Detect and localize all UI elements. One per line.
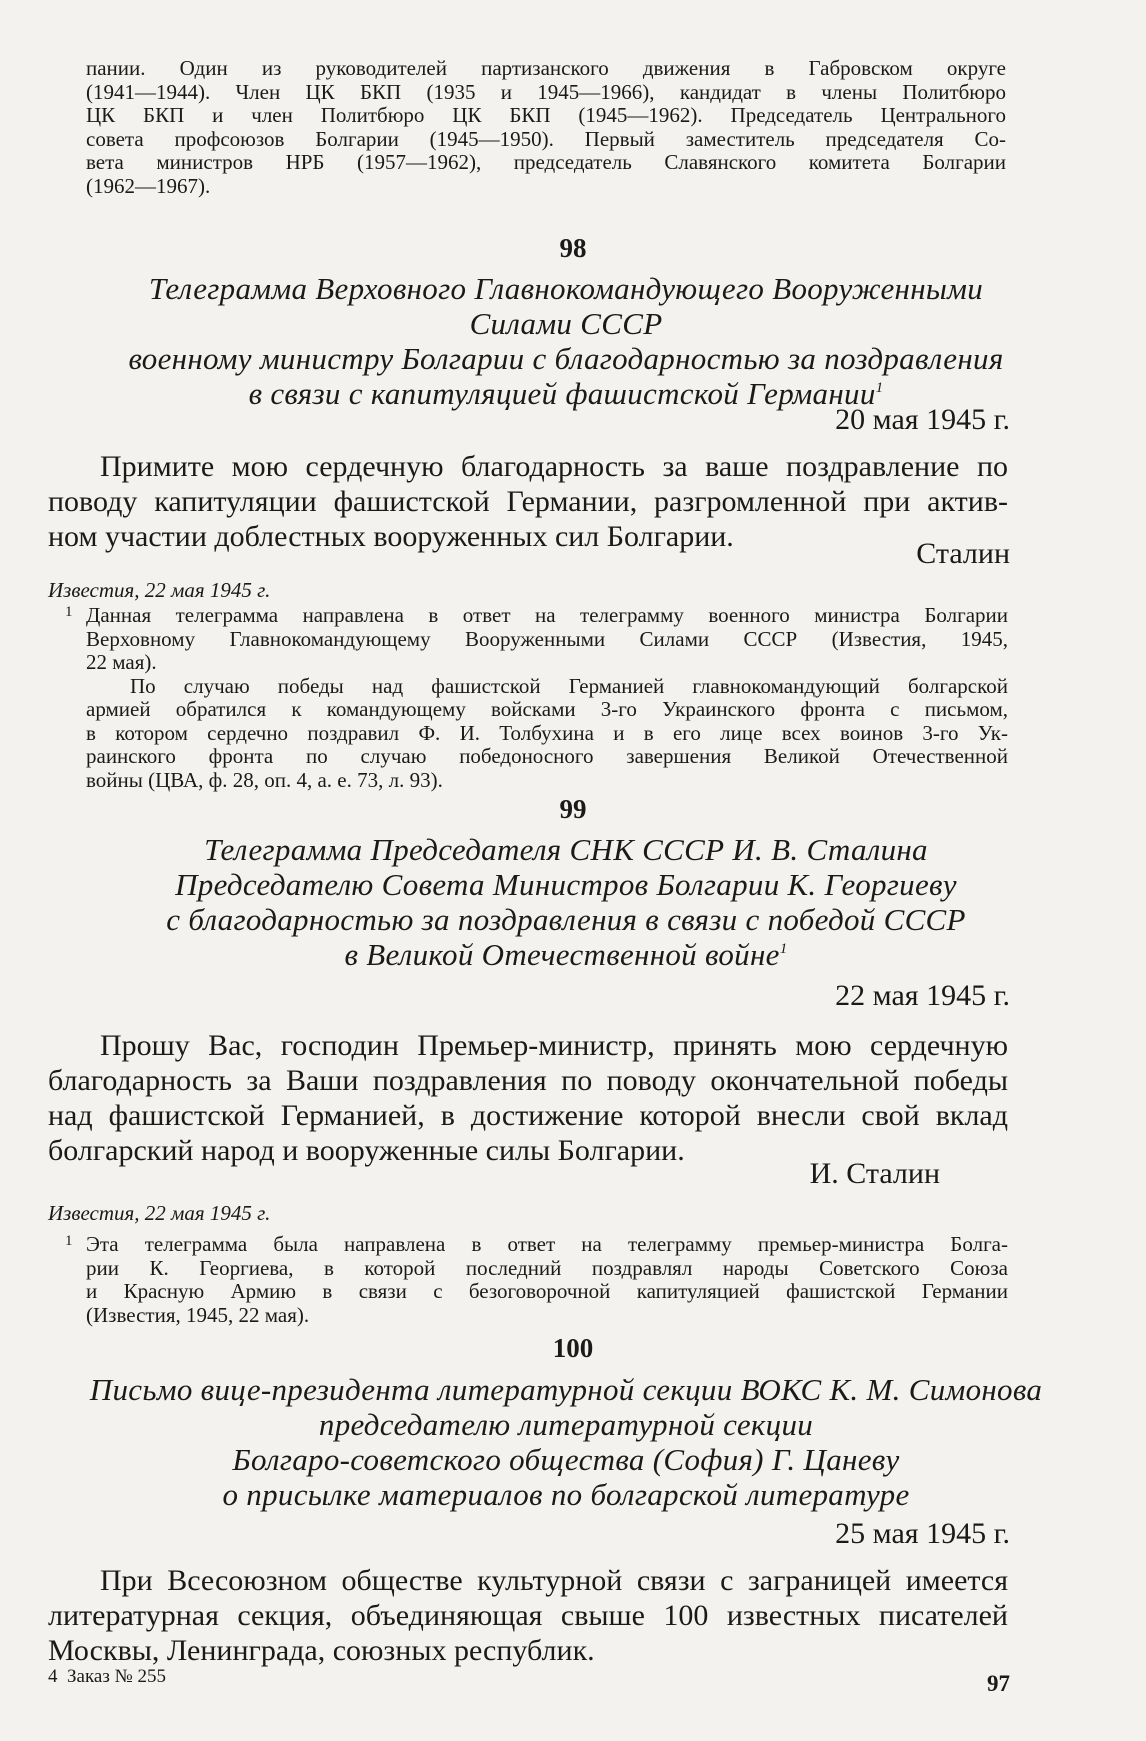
doc98-number: 98 xyxy=(559,233,587,263)
intro-paragraph xyxy=(86,57,1006,198)
doc98-body-line: ном участии доблестных вооруженных сил Болгарии. xyxy=(48,520,734,553)
doc99-body-line: Прошу Вас, господин Премьер-министр, принять мою сердечную xyxy=(100,1029,1008,1062)
doc99-number: 99 xyxy=(559,794,587,824)
footnote-line: рии К. Георгиева, в которой последний поздравлял народы Советского Союза xyxy=(86,1255,1008,1280)
footnote-line: и Красную Армию в связи с безоговорочной капитуляцией фашистской Германии xyxy=(86,1279,1008,1303)
footnote-line: По случаю победы над фашистской Германией главнокомандующий болгарской xyxy=(130,673,1008,698)
doc100-heading-line: Болгаро-советского общества (София) Г. Цаневу xyxy=(232,1442,900,1477)
doc100-body xyxy=(48,1563,1008,1668)
doc99-heading-line: Председателю Совета Министров Болгарии К. Георгиеву xyxy=(175,867,957,902)
doc100-date: 25 мая 1945 г. xyxy=(835,1517,1010,1550)
doc100-heading-line: о присылке материалов по болгарской литературе xyxy=(222,1477,910,1512)
doc99-heading xyxy=(56,832,1076,972)
print-order: 4 Заказ № 255 xyxy=(48,1666,166,1687)
doc100-body-line: Москвы, Ленинграда, союзных республик. xyxy=(48,1634,595,1667)
footnote-line: в котором сердечно поздравил Ф. И. Толбухина и в его лице всех воинов 3-го Ук- xyxy=(86,720,1008,745)
footnote-line: войны (ЦВА, ф. 28, оп. 4, а. е. 73, л. 93). xyxy=(86,767,443,792)
footnote-line: 1 Эта телеграмма была направлена в ответ на телеграмму премьер-министра Болга- xyxy=(65,1232,1008,1256)
doc99-heading-line: в Великой Отечественной войне$^1$ xyxy=(344,937,788,972)
doc100-body-line: При Всесоюзном обществе культурной связи с заграницей имеется xyxy=(100,1564,1008,1597)
doc100-heading-line: председателю литературной секции xyxy=(318,1407,814,1442)
intro-line: ЦК БКП и член Политбюро ЦК БКП (1945—1962). Председатель Центрального xyxy=(86,103,1006,127)
doc98-body-line: Примите мою сердечную благодарность за ваше поздравление по xyxy=(100,450,1008,483)
doc98-date: 20 мая 1945 г. xyxy=(835,403,1010,436)
doc99-source: Известия, 22 мая 1945 г. xyxy=(48,1201,271,1225)
doc99-signature: И. Сталин xyxy=(809,1157,940,1190)
doc100-heading xyxy=(36,1372,1096,1512)
footnote-ref: 1 xyxy=(875,380,884,396)
footnote-ref: 1 xyxy=(779,941,788,957)
doc98-signature: Сталин xyxy=(916,537,1010,570)
doc98-heading xyxy=(56,271,1076,411)
footnote-mark: 1 xyxy=(65,1233,73,1249)
doc99-date: 22 мая 1945 г. xyxy=(835,979,1010,1012)
intro-line: (1962—1967). xyxy=(86,173,211,198)
footnote-line: 1 Данная телеграмма направлена в ответ на телеграмму военного министра Болгарии xyxy=(65,603,1008,627)
doc100-heading-line: Письмо вице-президента литературной секции ВОКС К. М. Симонова xyxy=(89,1372,1043,1407)
doc99-body xyxy=(48,1028,1008,1168)
doc98-source: Известия, 22 мая 1945 г. xyxy=(48,578,271,602)
doc100-body-line: литературная секция, объединяющая свыше 100 известных писателей xyxy=(48,1599,1008,1632)
intro-line: вета министров НРБ (1957—1962), председатель Славянского комитета Болгарии xyxy=(86,150,1006,174)
footnote-line: армией обратился к командующему войсками 3-го Украинского фронта с письмом, xyxy=(86,697,1008,721)
doc98-body-line: поводу капитуляции фашистской Германии, разгромленной при актив- xyxy=(48,485,1008,518)
intro-line: пании. Один из руководителей партизанского движения в Габровском округе xyxy=(86,56,1006,80)
doc98-heading-line: в связи с капитуляцией фашистской Германии$^1$ xyxy=(248,376,884,411)
doc100-number: 100 xyxy=(552,1333,594,1363)
doc99-body-line: болгарский народ и вооруженные силы Болгарии. xyxy=(48,1134,685,1167)
doc98-heading-line: Телеграмма Верховного Главнокомандующего Вооруженными xyxy=(148,271,984,306)
doc99-heading-line: Телеграмма Председателя СНК СССР И. В. Сталина xyxy=(204,832,928,867)
intro-line: совета профсоюзов Болгарии (1945—1950). Первый заместитель председателя Со- xyxy=(86,126,1006,151)
footnote-line: 22 мая). xyxy=(86,650,157,674)
doc99-body-line: благодарность за Ваши поздравления по поводу окончательной победы xyxy=(48,1064,1008,1097)
footnote-mark: 1 xyxy=(65,604,73,620)
footnote-line: Верховному Главнокомандующему Вооруженными Силами СССР (Известия, 1945, xyxy=(86,626,1008,651)
doc99-heading-line: с благодарностью за поздравления в связи с победой СССР xyxy=(166,902,966,937)
doc98-heading-line: военному министру Болгарии с благодарностью за поздравления xyxy=(128,341,1004,376)
doc99-footnote xyxy=(65,1232,1008,1327)
footnote-line: раинского фронта по случаю победоносного завершения Великой Отечественной xyxy=(86,744,1008,768)
doc98-heading-line: Силами СССР xyxy=(469,306,663,341)
intro-line: (1941—1944). Член ЦК БКП (1935 и 1945—1966), кандидат в члены Политбюро xyxy=(86,79,1006,104)
page-number: 97 xyxy=(987,1671,1010,1696)
doc98-footnote xyxy=(65,603,1008,792)
doc99-body-line: над фашистской Германией, в достижение которой внесли свой вклад xyxy=(48,1099,1008,1132)
footnote-line: (Известия, 1945, 22 мая). xyxy=(86,1302,310,1327)
